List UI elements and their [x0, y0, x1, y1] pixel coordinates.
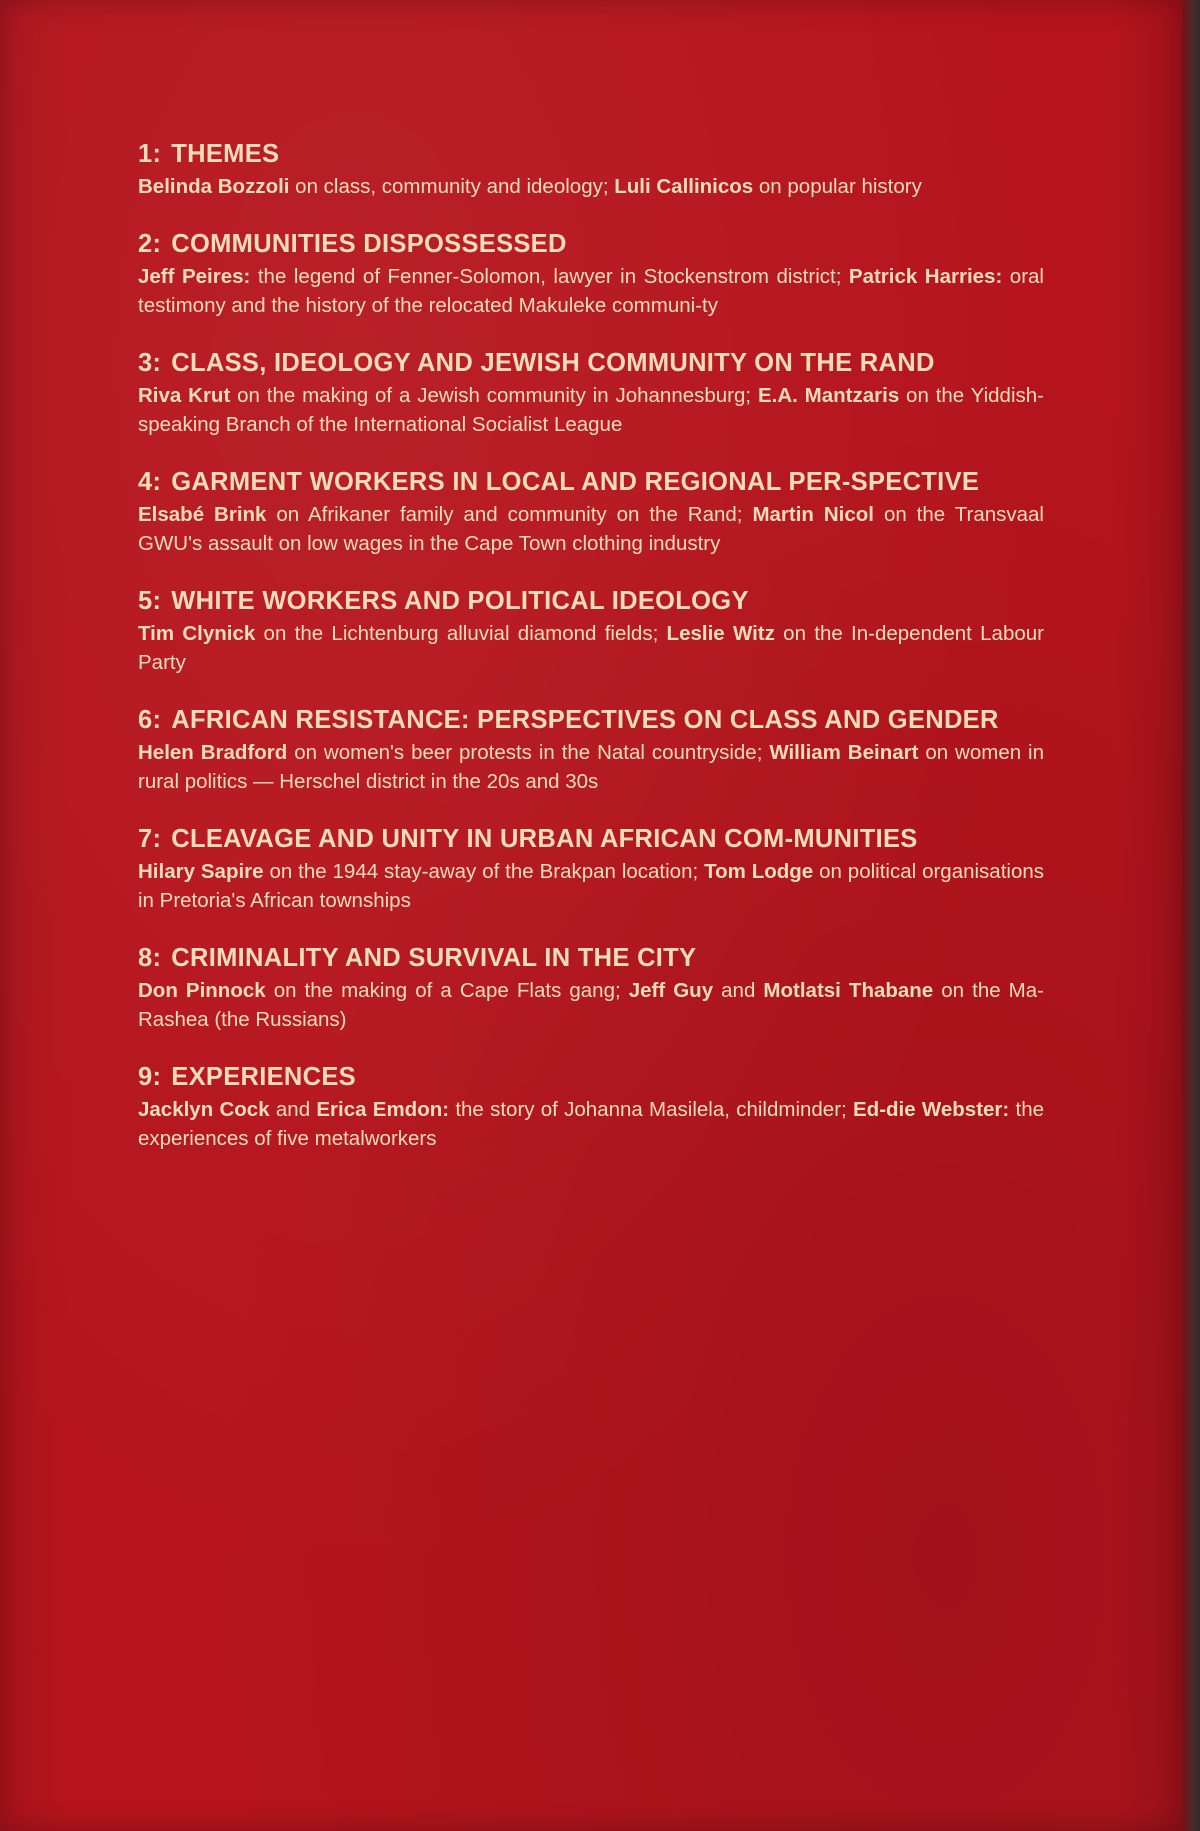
- section-heading: [138, 1061, 1044, 1093]
- contents-section: [138, 704, 1044, 796]
- author-name: Leslie Witz: [666, 622, 775, 645]
- author-name: Jacklyn Cock: [138, 1098, 270, 1121]
- section-description: [138, 262, 1044, 320]
- author-name: Tom Lodge: [704, 860, 814, 883]
- author-name: Tim Clynick: [138, 622, 256, 645]
- section-heading: [138, 823, 1044, 855]
- author-name: Ed-die Webster:: [853, 1098, 1010, 1121]
- author-name: Jeff Guy: [628, 979, 714, 1002]
- section-title: CLEAVAGE AND UNITY IN URBAN AFRICAN COM-MUNITIES: [171, 825, 918, 853]
- article-description: and: [713, 979, 764, 1002]
- section-title: CRIMINALITY AND SURVIVAL IN THE CITY: [171, 944, 697, 972]
- article-description: on women in rural politics — Herschel district in the 20s and 30s: [138, 741, 1045, 793]
- author-name: Helen Bradford: [138, 741, 288, 764]
- contents-section: [138, 138, 1044, 201]
- author-name: Jeff Peires:: [138, 265, 251, 288]
- author-name: Patrick Harries:: [848, 265, 1003, 288]
- article-description: on the Lichtenburg alluvial diamond fields;: [255, 622, 667, 645]
- author-name: Martin Nicol: [752, 503, 874, 526]
- contents-section: [138, 347, 1044, 439]
- article-description: oral testimony and the history of the relocated Makuleke communi-ty: [138, 265, 1044, 317]
- section-number: 1:: [138, 140, 162, 168]
- section-number: 2:: [138, 230, 162, 258]
- section-title: EXPERIENCES: [171, 1063, 356, 1091]
- article-description: on the Yiddish-speaking Branch of the International Socialist League: [138, 384, 1044, 436]
- article-description: on Afrikaner family and community on the Rand;: [266, 503, 753, 526]
- article-description: on the In-dependent Labour Party: [138, 622, 1044, 674]
- article-description: on the Transvaal GWU's assault on low wages in the Cape Town clothing industry: [138, 503, 1044, 555]
- section-number: 7:: [138, 825, 162, 853]
- section-heading: [138, 942, 1044, 974]
- contents-section: [138, 1061, 1044, 1153]
- article-description: the story of Johanna Masilela, childminder;: [449, 1098, 853, 1121]
- section-description: [138, 857, 1044, 915]
- section-title: THEMES: [171, 140, 280, 168]
- author-name: Elsabé Brink: [138, 503, 267, 526]
- section-description: [138, 172, 1044, 201]
- author-name: Don Pinnock: [138, 979, 266, 1002]
- section-description: [138, 500, 1044, 558]
- section-number: 9:: [138, 1063, 162, 1091]
- contents-section: [138, 228, 1044, 320]
- section-heading: [138, 466, 1044, 498]
- article-description: on the making of a Cape Flats gang;: [265, 979, 629, 1002]
- author-name: William Beinart: [769, 741, 919, 764]
- author-name: Belinda Bozzoli: [138, 175, 290, 198]
- author-name: Luli Callinicos: [614, 175, 754, 198]
- section-number: 6:: [138, 706, 162, 734]
- article-description: on the making of a Jewish community in Johannesburg;: [230, 384, 758, 407]
- section-description: [138, 619, 1044, 677]
- contents-section: [138, 585, 1044, 677]
- section-title: CLASS, IDEOLOGY AND JEWISH COMMUNITY ON THE RAND: [171, 349, 935, 377]
- contents-list: [138, 138, 1044, 1180]
- section-title: AFRICAN RESISTANCE: PERSPECTIVES ON CLASS AND GENDER: [171, 706, 999, 734]
- section-number: 3:: [138, 349, 162, 377]
- author-name: Erica Emdon:: [316, 1098, 450, 1121]
- article-description: the legend of Fenner-Solomon, lawyer in Stockenstrom district;: [250, 265, 849, 288]
- article-description: on the 1944 stay-away of the Brakpan location;: [263, 860, 705, 883]
- section-description: [138, 381, 1044, 439]
- section-heading: [138, 585, 1044, 617]
- section-heading: [138, 704, 1044, 736]
- article-description: the experiences of five metalworkers: [138, 1098, 1045, 1150]
- article-description: on the Ma-Rashea (the Russians): [138, 979, 1044, 1031]
- article-description: on class, community and ideology;: [289, 175, 615, 198]
- article-description: on political organisations in Pretoria's African townships: [138, 860, 1045, 912]
- section-heading: [138, 347, 1044, 379]
- contents-section: [138, 823, 1044, 915]
- author-name: Motlatsi Thabane: [763, 979, 934, 1002]
- article-description: and: [269, 1098, 317, 1121]
- section-heading: [138, 228, 1044, 260]
- cover-edge: [1182, 0, 1200, 1831]
- section-number: 8:: [138, 944, 162, 972]
- section-description: [138, 976, 1044, 1034]
- contents-section: [138, 942, 1044, 1034]
- section-description: [138, 738, 1044, 796]
- article-description: on popular history: [753, 175, 922, 198]
- section-title: GARMENT WORKERS IN LOCAL AND REGIONAL PER-SPECTIVE: [171, 468, 980, 496]
- section-title: WHITE WORKERS AND POLITICAL IDEOLOGY: [171, 587, 749, 615]
- section-heading: [138, 138, 1044, 170]
- author-name: Hilary Sapire: [138, 860, 264, 883]
- section-number: 4:: [138, 468, 162, 496]
- section-description: [138, 1095, 1044, 1153]
- article-description: on women's beer protests in the Natal countryside;: [287, 741, 770, 764]
- contents-section: [138, 466, 1044, 558]
- author-name: Riva Krut: [138, 384, 231, 407]
- author-name: E.A. Mantzaris: [757, 384, 900, 407]
- section-number: 5:: [138, 587, 162, 615]
- section-title: COMMUNITIES DISPOSSESSED: [171, 230, 567, 258]
